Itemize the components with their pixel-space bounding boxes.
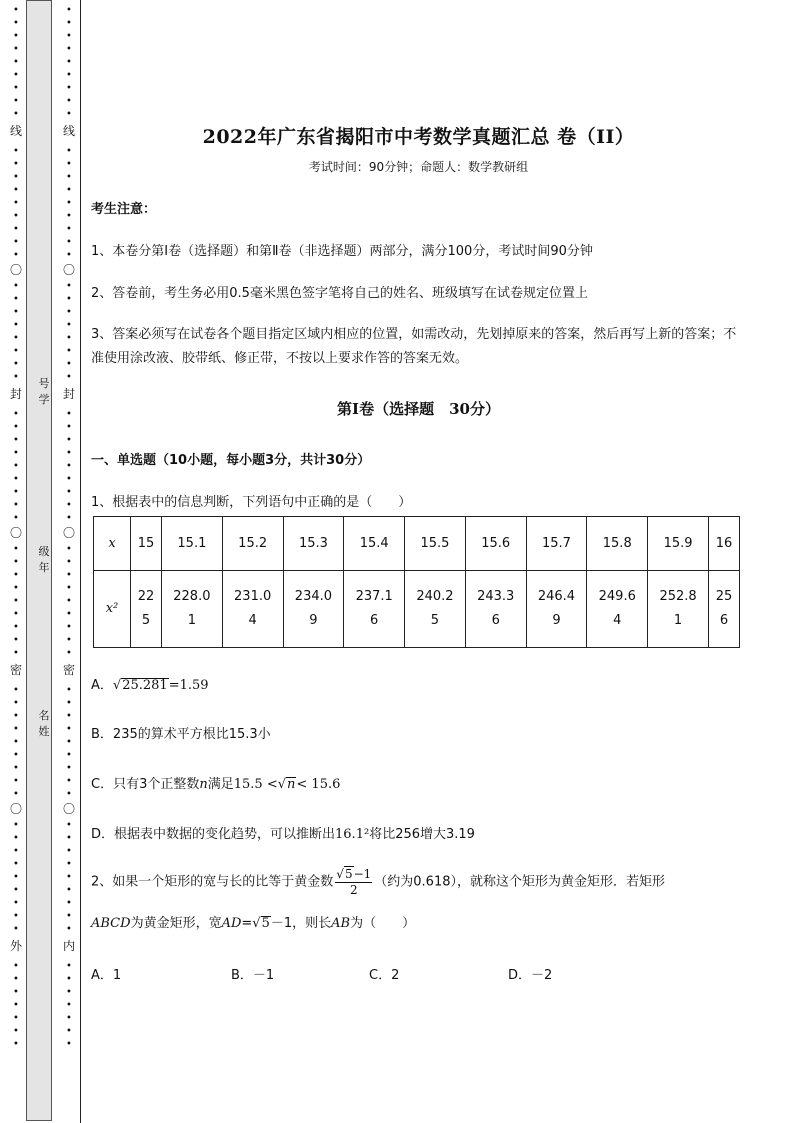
cell-line: 9	[309, 613, 318, 628]
row-header-x-squared: x²	[94, 571, 131, 648]
sqrt-icon: √	[336, 867, 344, 881]
table-cell-x-squared	[283, 571, 344, 648]
cell-line: 228.0	[173, 589, 211, 604]
table-cell-x: 15.2	[222, 517, 283, 571]
option-a-rhs: =1.59	[168, 678, 209, 693]
q1-option-b: B．235的算术平方根比15.3小	[91, 727, 271, 742]
table-cell-x: 15.4	[344, 517, 405, 571]
option-a-prefix: A．	[91, 678, 113, 693]
q2-suffix: （约为0.618），就称这个矩形为黄金矩形．若矩形	[374, 874, 665, 890]
table-cell-x: 16	[709, 517, 740, 571]
cell-line: 249.6	[598, 589, 636, 604]
inner-dotted-line: • • • • • • • • • 线 • • • • • • • • • 〇 • • • • • • • • 封 • • • • • • • • • 〇 • • • • • • • • • 密 • • • • • • • • • 〇 • • • • • • • • • 内 • • • • • • •	[62, 5, 75, 1050]
inner-label-seal: 封	[62, 387, 75, 401]
section-title: 第I卷（选择题 30分）	[337, 400, 500, 418]
inner-label-inside: 内	[62, 939, 75, 953]
outer-label-line: 线	[9, 124, 22, 138]
table-cell-x-squared	[222, 571, 283, 648]
table-cell-x-squared	[648, 571, 709, 648]
note-item: 2、答卷前，考生务必用0.5毫米黑色签字笔将自己的姓名、班级填写在试卷规定位置上	[91, 286, 588, 301]
table-cell-x-squared	[131, 571, 162, 648]
fraction-denominator: 2	[349, 883, 358, 897]
cell-line: 243.3	[477, 589, 515, 604]
notes-heading: 考生注意：	[91, 202, 157, 217]
table-cell-x-squared	[709, 571, 740, 648]
question-2-stem-line-1	[91, 866, 665, 898]
field-grade	[36, 544, 52, 576]
outer-circle-2: 〇	[9, 526, 22, 540]
question-1-table	[93, 516, 740, 648]
option-c-mid: 满足	[207, 777, 234, 792]
field-name	[36, 708, 52, 740]
cell-line: 231.0	[234, 589, 272, 604]
inner-circle-2: 〇	[62, 526, 75, 540]
note-item: 1、本卷分第I卷（选择题）和第Ⅱ卷（非选择题）两部分，满分100分，考试时间90分钟	[91, 244, 593, 259]
inner-circle-1: 〇	[62, 263, 75, 277]
field-char: 年	[38, 561, 50, 574]
sqrt-icon: √	[112, 678, 122, 693]
option-d-prefix: D．根据表中数据的变化趋势，可以推断出	[91, 827, 336, 842]
fraction-num-rest: −1	[353, 867, 372, 881]
cell-line: 25	[715, 589, 733, 604]
table-cell-x: 15.8	[587, 517, 648, 571]
table-cell-x: 15.6	[465, 517, 526, 571]
sqrt-icon: √	[277, 777, 287, 792]
table-cell-x: 15.3	[283, 517, 344, 571]
option-c-var: n	[199, 777, 208, 792]
table-cell-x: 15.7	[526, 517, 587, 571]
q2-option-c: C．2	[369, 968, 400, 983]
cell-line: 9	[552, 613, 561, 628]
row-header-x: x	[94, 517, 131, 571]
cell-line: 6	[719, 613, 729, 628]
option-c-right: < 15.6	[296, 777, 341, 792]
field-char: 姓	[38, 725, 50, 738]
table-cell-x-squared	[587, 571, 648, 648]
part-heading: 一、单选题（10小题，每小题3分，共计30分）	[91, 453, 371, 468]
field-char: 级	[38, 545, 50, 558]
table-row-x	[94, 517, 740, 571]
field-student-id	[36, 376, 52, 408]
table-cell-x: 15.1	[162, 517, 223, 571]
cell-line: 6	[370, 613, 379, 628]
field-char: 号	[38, 377, 50, 390]
cell-line: 1	[673, 613, 683, 628]
field-char: 学	[38, 393, 50, 406]
question-1-stem: 1、根据表中的信息判断，下列语句中正确的是（ ）	[91, 495, 412, 510]
q2-radicand: 5	[261, 916, 270, 931]
cell-line: 237.1	[355, 589, 393, 604]
table-row-x-squared	[94, 571, 740, 648]
q1-option-c	[91, 773, 340, 797]
cell-line: 6	[491, 613, 500, 628]
rect-name: ABCD	[91, 916, 131, 931]
golden-ratio-fraction	[335, 866, 372, 898]
fraction-radicand: 5	[344, 867, 353, 881]
option-c-left: 15.5 <	[233, 777, 278, 792]
outer-circle-3: 〇	[9, 802, 22, 816]
q1-option-d	[91, 823, 475, 847]
outer-circle-1: 〇	[9, 263, 22, 277]
table-cell-x: 15	[131, 517, 162, 571]
inner-circle-3: 〇	[62, 802, 75, 816]
cell-line: 1	[187, 613, 197, 628]
q2-eq: =	[241, 916, 253, 931]
note-item: 3、答案必须写在试卷各个题目指定区域内相应的位置，如需改动，先划掉原来的答案，然后再写上新的答案；不准使用涂改液、胶带纸、修正带，不按以上要求作答的答案无效。	[91, 327, 737, 366]
q2-text-b: －1，则长	[270, 916, 332, 931]
exam-subtitle: 考试时间：90分钟；命题人：数学教研组	[308, 160, 529, 174]
q2-option-a: A．1	[91, 968, 122, 983]
cell-line: 5	[430, 613, 440, 628]
sqrt-icon: √	[252, 916, 261, 931]
q2-text-c: 为（ ）	[350, 916, 416, 931]
cell-line: 4	[613, 613, 622, 628]
q2-option-b: B．－1	[231, 968, 275, 983]
option-c-radicand: n	[287, 777, 296, 792]
inner-label-secret: 密	[62, 663, 75, 677]
table-cell-x: 15.5	[405, 517, 466, 571]
cell-line: 252.8	[659, 589, 697, 604]
table-cell-x-squared	[526, 571, 587, 648]
option-a-radicand: 25.281	[122, 678, 168, 693]
cell-line: 246.4	[537, 589, 576, 604]
option-c-prefix: C．只有3个正整数	[91, 777, 200, 792]
q2-option-d: D．－2	[508, 968, 553, 983]
option-d-expr: 16.1²	[335, 827, 370, 842]
table-cell-x-squared	[162, 571, 223, 648]
binding-margin	[0, 0, 82, 1123]
option-d-suffix: 将比256增大3.19	[369, 827, 475, 842]
inner-label-line: 线	[62, 124, 75, 138]
outer-label-outside: 外	[9, 939, 22, 953]
field-char: 名	[38, 709, 50, 722]
outer-label-seal: 封	[9, 387, 22, 401]
table-cell-x-squared	[344, 571, 405, 648]
segment-ab: AB	[331, 916, 351, 931]
cell-line: 5	[141, 613, 151, 628]
table-cell-x-squared	[465, 571, 526, 648]
margin-rule	[80, 0, 81, 1123]
outer-dotted-line: • • • • • • • • • 线 • • • • • • • • • 〇 • • • • • • • • 封 • • • • • • • • • 〇 • • • • • • • • • 密 • • • • • • • • • 〇 • • • • • • • • • 外 • • • • • • •	[9, 5, 22, 1050]
q1-option-a	[91, 674, 209, 698]
segment-ad: AD	[221, 916, 242, 931]
q2-text-a: 为黄金矩形，宽	[130, 916, 222, 931]
question-2-stem-line-2	[91, 912, 415, 936]
cell-line: 234.0	[294, 589, 333, 604]
cell-line: 4	[248, 613, 257, 628]
q2-prefix: 2、如果一个矩形的宽与长的比等于黄金数	[91, 874, 334, 890]
table-cell-x-squared	[405, 571, 466, 648]
cell-line: 22	[137, 589, 155, 604]
outer-label-secret: 密	[9, 663, 22, 677]
exam-title: 2022年广东省揭阳市中考数学真题汇总 卷（II）	[202, 126, 635, 148]
cell-line: 240.2	[416, 589, 454, 604]
table-cell-x: 15.9	[648, 517, 709, 571]
